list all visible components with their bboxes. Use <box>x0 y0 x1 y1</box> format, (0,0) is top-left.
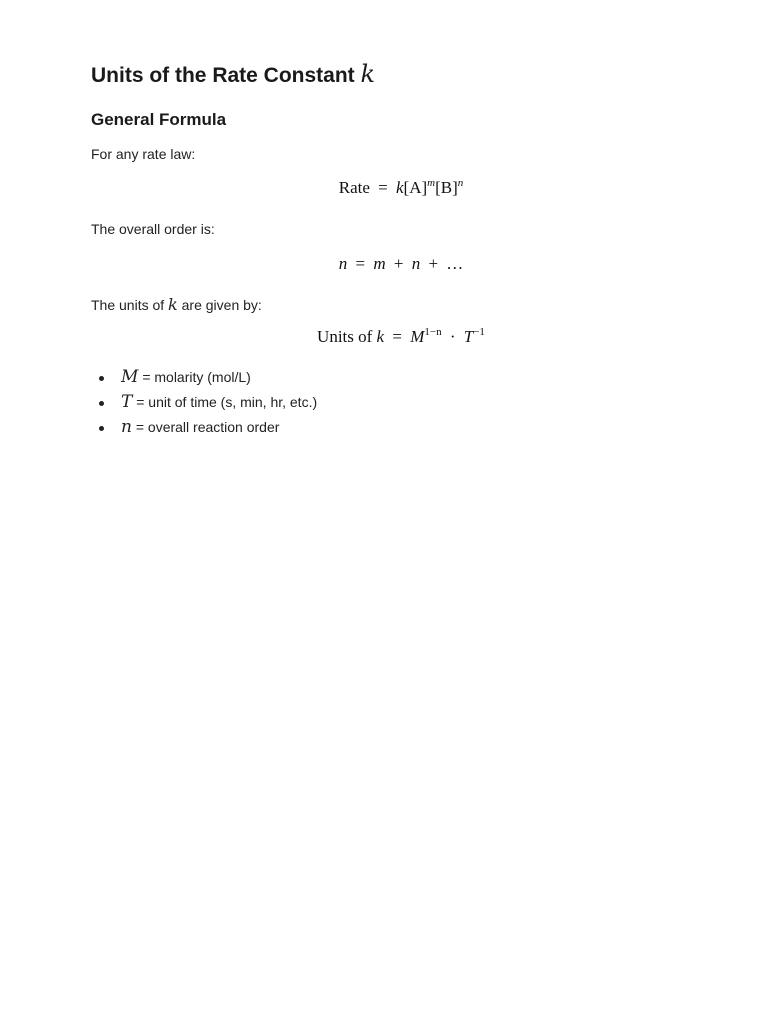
units-intro-var: k <box>168 295 178 314</box>
order-n: n <box>338 254 348 273</box>
units-intro-post: are given by: <box>181 297 262 313</box>
rate-law-b: [B] <box>435 178 458 197</box>
definition-var: T <box>121 392 133 412</box>
section-heading: General Formula <box>91 110 227 129</box>
definition-desc: = overall reaction order <box>135 419 280 435</box>
order-plus-1: + <box>393 254 404 273</box>
units-exp-M: 1−n <box>424 326 442 338</box>
rate-law-intro: For any rate law: <box>91 146 196 162</box>
definition-var: M <box>121 367 139 387</box>
units-exp-T: −1 <box>473 326 485 338</box>
order-equals: = <box>355 254 366 273</box>
definitions-list <box>91 365 317 440</box>
rate-law-lhs: Rate <box>338 178 370 197</box>
units-equation <box>91 327 711 347</box>
units-T: T <box>463 327 474 346</box>
definition-desc: = unit of time (s, min, hr, etc.) <box>136 394 318 410</box>
units-k: k <box>376 327 385 346</box>
list-item <box>91 365 317 390</box>
definition-var: n <box>121 417 132 437</box>
order-equation <box>91 254 711 274</box>
page-title <box>91 60 375 88</box>
rate-law-equals: = <box>378 178 388 197</box>
units-equals: = <box>392 327 402 346</box>
order-n2: n <box>411 254 421 273</box>
units-M: M <box>410 327 425 346</box>
units-dot: · <box>449 327 456 346</box>
order-ellipsis: … <box>446 254 464 273</box>
definition-desc: = molarity (mol/L) <box>142 369 251 385</box>
title-rate-constant-var: k <box>360 60 376 88</box>
list-item <box>91 390 317 415</box>
order-plus-2: + <box>428 254 439 273</box>
order-intro: The overall order is: <box>91 221 215 237</box>
rate-law-exp-m: m <box>427 177 436 189</box>
units-intro-pre: The units of <box>91 297 165 313</box>
list-item <box>91 415 317 440</box>
rate-law-exp-n: n <box>457 177 464 189</box>
units-lhs-text: Units of <box>317 327 373 346</box>
rate-law-equation <box>91 178 711 198</box>
rate-law-a: [A] <box>403 178 428 197</box>
page-title-text: Units of the Rate Constant <box>91 64 355 87</box>
rate-law-k: k <box>395 178 404 197</box>
order-m: m <box>373 254 386 273</box>
units-intro <box>91 295 262 314</box>
